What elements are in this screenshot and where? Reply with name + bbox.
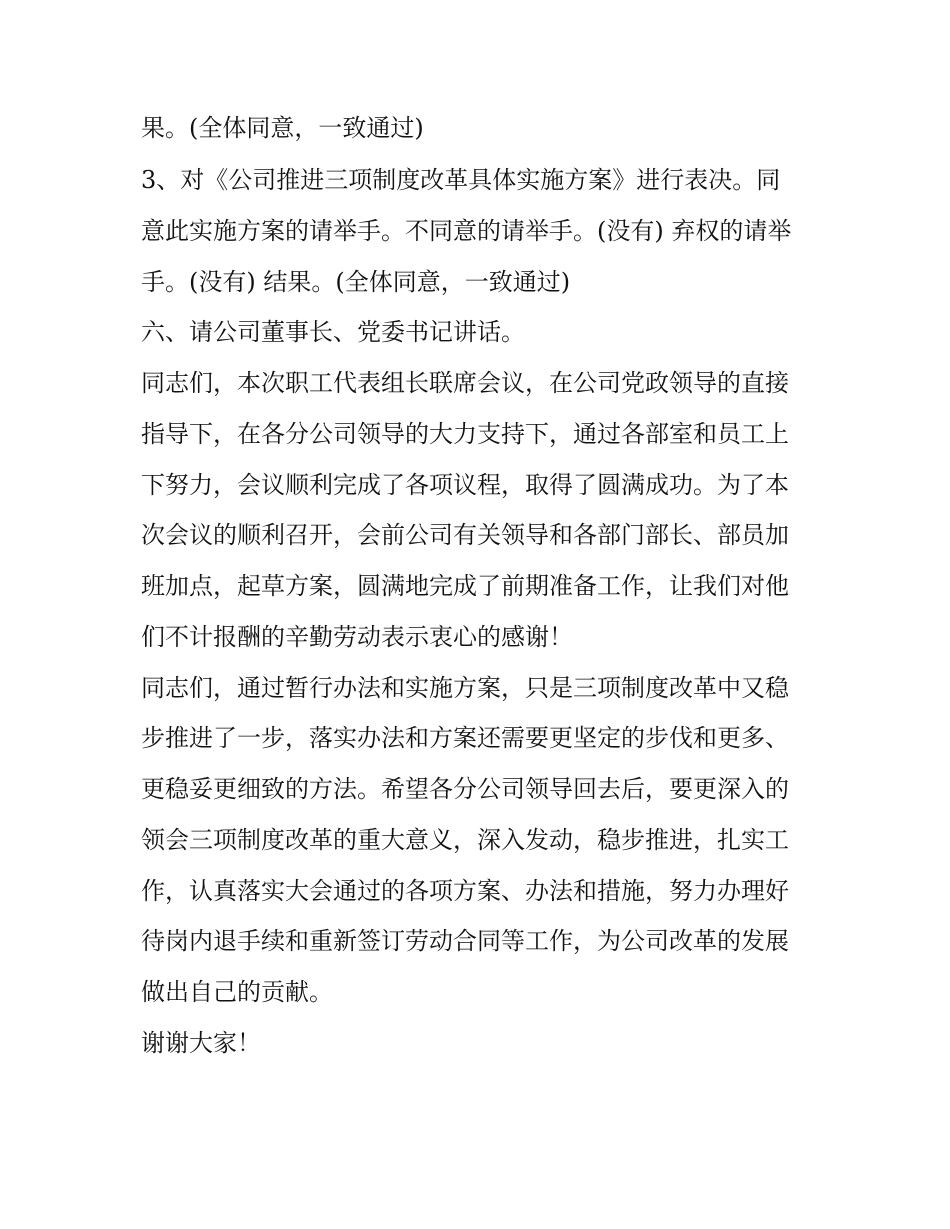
- text-line: 同志们，本次职工代表组长联席会议，在公司党政领导的直接: [141, 369, 789, 397]
- text-line: 意此实施方案的请举手。不同意的请举手。(没有) 弃权的请举: [141, 217, 792, 245]
- text-line: 六、请公司董事长、党委书记讲话。: [141, 318, 525, 346]
- text-line: 步推进了一步，落实办法和方案还需要更坚定的步伐和更多、: [141, 724, 789, 752]
- text-line: 们不计报酬的辛勤劳动表示衷心的感谢！: [141, 623, 573, 651]
- text-line: 班加点，起草方案，圆满地完成了前期准备工作，让我们对他: [141, 572, 789, 600]
- text-line: 领会三项制度改革的重大意义，深入发动，稳步推进，扎实工: [141, 826, 789, 854]
- text-line: 待岗内退手续和重新签订劳动合同等工作，为公司改革的发展: [141, 927, 789, 955]
- text-line: 3、对《公司推进三项制度改革具体实施方案》进行表决。同: [141, 166, 781, 194]
- text-line: 做出自己的贡献。: [141, 978, 333, 1006]
- text-line: 谢谢大家！: [141, 1029, 261, 1057]
- text-line: 指导下，在各分公司领导的大力支持下，通过各部室和员工上: [141, 420, 789, 448]
- text-line: 果。(全体同意，一致通过): [141, 114, 424, 142]
- text-line: 手。(没有) 结果。(全体同意，一致通过): [141, 268, 571, 296]
- text-line: 次会议的顺利召开，会前公司有关领导和各部门部长、部员加: [141, 521, 789, 549]
- text-line: 下努力，会议顺利完成了各项议程，取得了圆满成功。为了本: [141, 471, 789, 499]
- text-line: 更稳妥更细致的方法。希望各分公司领导回去后，要更深入的: [141, 775, 789, 803]
- text-line: 作，认真落实大会通过的各项方案、办法和措施，努力办理好: [141, 877, 789, 905]
- text-line: 同志们，通过暂行办法和实施方案，只是三项制度改革中又稳: [141, 674, 789, 702]
